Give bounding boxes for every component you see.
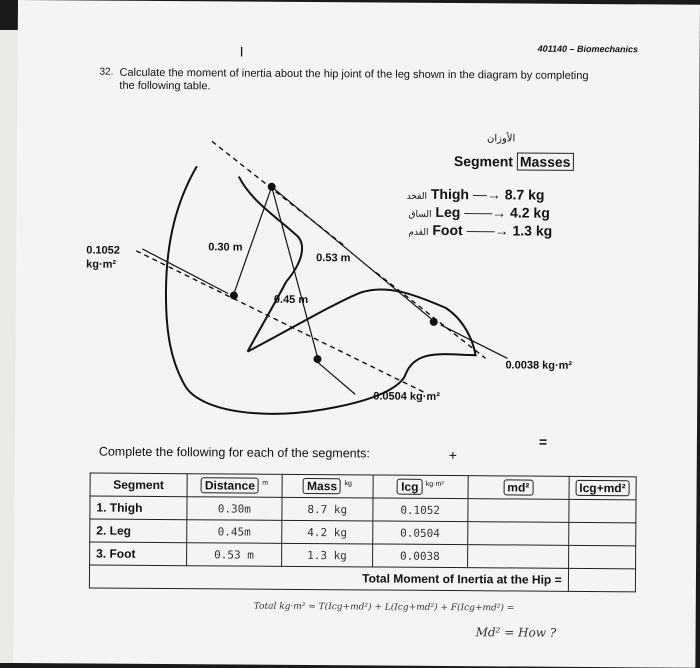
foot-distance: 0.53 m xyxy=(186,543,281,567)
thigh-icg-unit: kg·m² xyxy=(86,258,117,271)
inertia-table xyxy=(89,473,637,593)
foot-com-point xyxy=(430,318,438,326)
leg-mass: 4.2 kg xyxy=(282,520,373,544)
leg-icg: 0.0504 xyxy=(373,521,468,545)
worksheet-page xyxy=(13,0,700,668)
foot-md2-cell[interactable] xyxy=(467,545,568,569)
leg-md2-cell[interactable] xyxy=(467,522,568,546)
question-text-line1: Calculate the moment of inertia about the hip joint of the leg shown in the diagram by completing xyxy=(119,66,589,82)
distance-lines xyxy=(141,186,508,396)
header-md2: md² xyxy=(468,476,569,500)
segment-title-word: Segment xyxy=(453,153,514,170)
thigh-mass: 8.7 kg xyxy=(282,497,373,521)
leg-outline xyxy=(165,166,477,415)
thigh-icg: 0.1052 xyxy=(373,498,468,522)
masses-title-word: Masses xyxy=(517,152,574,170)
question-text-line2: the following table. xyxy=(119,79,211,93)
foot-sum-cell[interactable] xyxy=(568,545,636,568)
arabic-masses-title: الأوزان xyxy=(487,133,516,145)
thigh-com-point xyxy=(230,291,238,299)
mass-row-foot: القدم Foot ——→ 1.3 kg xyxy=(408,221,553,239)
leg-sum-cell[interactable] xyxy=(568,522,636,545)
header-segment: Segment xyxy=(90,473,187,497)
header-mass: Mass $^{kg}$ xyxy=(282,474,373,498)
mass-row-thigh: الفخد Thigh —→ 8.7 kg xyxy=(406,185,545,203)
header-icg: Icg $^{kg\cdot m^2}$ xyxy=(373,475,468,499)
instruction-text: Complete the following for each of the segments: xyxy=(98,444,370,461)
plus-annotation: + xyxy=(448,447,458,464)
foot-mass: 1.3 kg xyxy=(281,543,372,567)
thigh-distance: 0.30m xyxy=(187,497,282,521)
table-row: 2. Leg 0.45m 4.2 kg 0.0504 xyxy=(90,519,636,546)
table-row: 3. Foot 0.53 m 1.3 kg 0.0038 xyxy=(90,542,636,569)
thigh-md2-cell[interactable] xyxy=(468,499,569,523)
foot-icg-label: 0.0038 kg·m² xyxy=(505,359,573,372)
distance-label-1: 0.30 m xyxy=(208,241,243,254)
foot-icg: 0.0038 xyxy=(372,544,467,568)
header-distance: Distance $^m$ xyxy=(187,474,282,498)
table-row: 1. Thigh 0.30m 8.7 kg 0.1052 xyxy=(90,496,636,523)
hip-joint-point xyxy=(268,183,276,191)
header-icg-plus-md2: Icg+md² xyxy=(569,476,637,499)
cursor-marker: I xyxy=(239,43,244,60)
handwritten-formula: Total kg·m² = T(Icg+md²) + L(Icg+md²) + F(Icg+md²) = xyxy=(253,601,515,614)
mass-row-leg: الساق Leg ——→ 4.2 kg xyxy=(408,203,550,221)
leg-distance: 0.45m xyxy=(187,520,282,544)
centers-of-mass xyxy=(229,182,438,363)
distance-label-2: 0.45 m xyxy=(273,293,309,307)
question-number: 32. xyxy=(99,66,114,78)
leg-com-point xyxy=(313,355,321,363)
total-row xyxy=(89,565,635,592)
distance-label-3: 0.53 m xyxy=(316,252,351,265)
thigh-icg-label: 0.1052 xyxy=(86,244,120,257)
thigh-sum-cell[interactable] xyxy=(569,499,637,522)
course-header: 401140 – Biomechanics xyxy=(537,43,639,55)
total-label: Total Moment of Inertia at the Hip = xyxy=(89,565,568,591)
equals-annotation: = xyxy=(538,433,548,450)
total-value-cell[interactable] xyxy=(568,568,636,591)
leg-icg-label: 0.0504 kg·m² xyxy=(373,390,440,403)
handwritten-question: Md² = How ? xyxy=(475,625,557,640)
